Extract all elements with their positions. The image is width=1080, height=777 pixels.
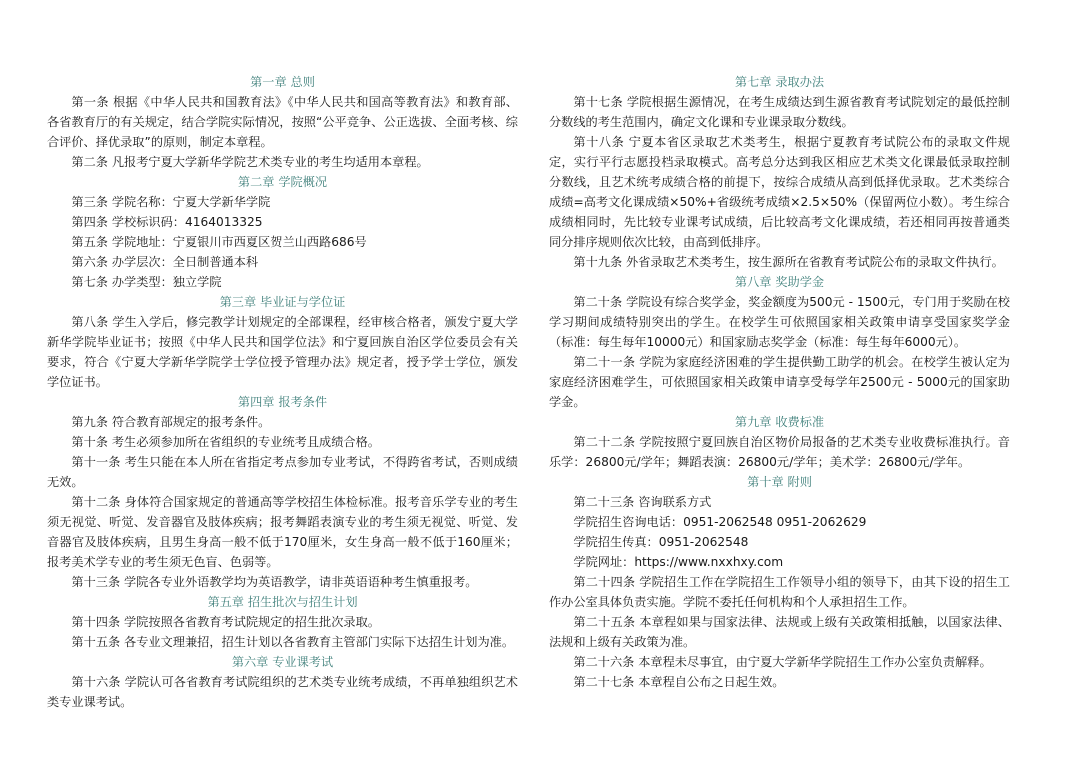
chapter-heading-7: 第七章 录取办法 [734, 75, 825, 89]
article-7: 第七条 办学类型：独立学院 [71, 275, 222, 289]
contact-website: 学院网址：https://www.nxxhxy.com [573, 555, 784, 569]
article-22: 第二十二条 学院按照宁夏回族自治区物价局报备的艺术类专业收费标准执行。音乐学：26800元/学年；舞蹈表演：26800元/学年；美术学：26800元/学年。 [549, 435, 1010, 469]
chapter-heading-1: 第一章 总则 [250, 75, 315, 89]
article-11: 第十一条 考生只能在本人所在省指定考点参加专业考试，不得跨省考试，否则成绩无效。 [47, 455, 518, 489]
chapter-heading-3: 第三章 毕业证与学位证 [219, 295, 346, 309]
article-16: 第十六条 学院认可各省教育考试院组织的艺术类专业统考成绩，不再单独组织艺术类专业课考试。 [47, 675, 518, 709]
article-21: 第二十一条 学院为家庭经济困难的学生提供勤工助学的机会。在校学生被认定为家庭经济困难学生，可依照国家相关政策申请享受每学年2500元 - 5000元的国家助学金。 [549, 355, 1010, 409]
chapter-heading-10: 第十章 附则 [747, 475, 812, 489]
article-19: 第十九条 外省录取艺术类考生，按生源所在省教育考试院公布的录取文件执行。 [573, 255, 1004, 269]
article-24: 第二十四条 学院招生工作在学院招生工作领导小组的领导下，由其下设的招生工作办公室具体负责实施。学院不委托任何机构和个人承担招生工作。 [549, 575, 1010, 609]
chapter-heading-4: 第四章 报考条件 [237, 395, 328, 409]
article-14: 第十四条 学院按照各省教育考试院规定的招生批次录取。 [71, 615, 380, 629]
article-2: 第二条 凡报考宁夏大学新华学院艺术类专业的考生均适用本章程。 [71, 155, 429, 169]
article-26: 第二十六条 本章程未尽事宜，由宁夏大学新华学院招生工作办公室负责解释。 [573, 655, 992, 669]
chapter-heading-6: 第六章 专业课考试 [231, 655, 334, 669]
chapter-heading-5: 第五章 招生批次与招生计划 [207, 595, 358, 609]
article-25: 第二十五条 本章程如果与国家法律、法规或上级有关政策相抵触，以国家法律、法规和上级有关政策为准。 [549, 615, 1010, 649]
article-10: 第十条 考生必须参加所在省组织的专业统考且成绩合格。 [71, 435, 380, 449]
article-17: 第十七条 学院根据生源情况，在考生成绩达到生源省教育考试院划定的最低控制分数线的考生范围内，确定文化课和专业课录取分数线。 [549, 95, 1010, 129]
chapter-heading-8: 第八章 奖助学金 [734, 275, 825, 289]
left-column [47, 72, 518, 712]
article-8: 第八条 学生入学后，修完教学计划规定的全部课程，经审核合格者，颁发宁夏大学新华学院毕业证书；按照《中华人民共和国学位法》和宁夏回族自治区学位委员会有关要求，符合《宁夏大学新华学院学士学位授予管理办法》规定者，授予学士学位，颁发学位证书。 [47, 315, 518, 389]
article-3: 第三条 学院名称：宁夏大学新华学院 [71, 195, 271, 209]
article-1: 第一条 根据《中华人民共和国教育法》《中华人民共和国高等教育法》和教育部、各省教育厅的有关规定，结合学院实际情况，按照“公平竞争、公正选拔、全面考核、综合评价、择优录取”的原则，制定本章程。 [47, 95, 518, 149]
article-5: 第五条 学院地址：宁夏银川市西夏区贺兰山西路686号 [71, 235, 367, 249]
article-27: 第二十七条 本章程自公布之日起生效。 [573, 675, 785, 689]
article-15: 第十五条 各专业文理兼招，招生计划以各省教育主管部门实际下达招生计划为准。 [71, 635, 515, 649]
article-9: 第九条 符合教育部规定的报考条件。 [71, 415, 271, 429]
article-12: 第十二条 身体符合国家规定的普通高等学校招生体检标准。报考音乐学专业的考生须无视觉、听觉、发音器官及肢体疾病；报考舞蹈表演专业的考生须无视觉、听觉、发音器官及肢体疾病，且男生身高一般不低于170厘米，女生身高一般不低于160厘米；报考美术学专业的考生须无色盲、色弱等。 [47, 495, 518, 569]
article-23: 第二十三条 咨询联系方式 [573, 495, 712, 509]
article-18: 第十八条 宁夏本省区录取艺术类考生，根据宁夏教育考试院公布的录取文件规定，实行平行志愿投档录取模式。高考总分达到我区相应艺术类文化课最低录取控制分数线，且艺术统考成绩合格的前提下，按综合成绩从高到低择优录取。艺术类综合成绩=高考文化课成绩×50%+省级统考成绩×2.5×50%（保留两位小数）。考生综合成绩相同时，先比较专业课考试成绩，后比较高考文化课成绩，若还相同再按普通类同分排序规则依次比较，由高到低排序。 [549, 135, 1010, 249]
article-4: 第四条 学校标识码：4164013325 [71, 215, 263, 229]
contact-fax: 学院招生传真：0951-2062548 [573, 535, 749, 549]
article-6: 第六条 办学层次：全日制普通本科 [71, 255, 259, 269]
article-13: 第十三条 学院各专业外语教学均为英语教学，请非英语语种考生慎重报考。 [71, 575, 478, 589]
article-20: 第二十条 学院设有综合奖学金，奖金额度为500元 - 1500元，专门用于奖励在校学习期间成绩特别突出的学生。在校学生可依照国家相关政策申请享受国家奖学金（标准：每生每年10000元）和国家励志奖学金（标准：每生每年6000元）。 [549, 295, 1010, 349]
right-column [549, 72, 1010, 692]
chapter-heading-2: 第二章 学院概况 [237, 175, 328, 189]
contact-phone: 学院招生咨询电话：0951-2062548 0951-2062629 [573, 515, 867, 529]
chapter-heading-9: 第九章 收费标准 [734, 415, 825, 429]
